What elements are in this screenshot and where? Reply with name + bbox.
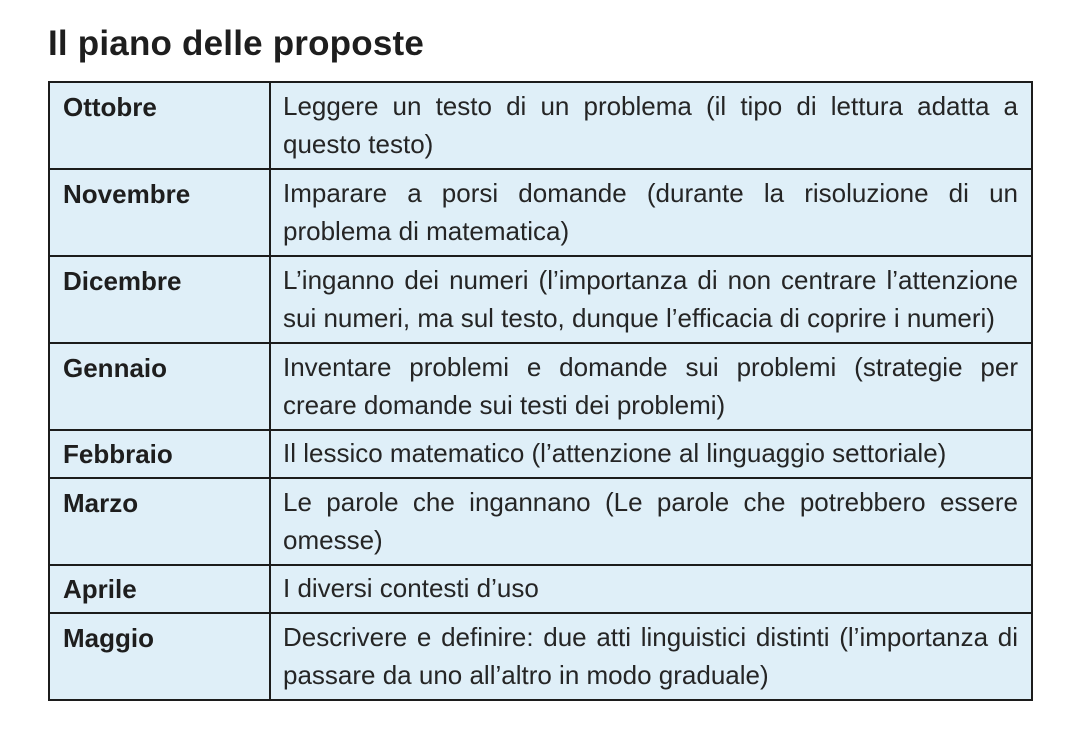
table-row [49,82,1032,169]
table-row [49,256,1032,343]
activity-cell: Le parole che ingannano (Le parole che potrebbero essere omesse) [270,478,1032,565]
page-title: Il piano delle proposte [48,24,425,63]
month-cell: Aprile [49,565,270,613]
table-row [49,343,1032,430]
table-row [49,613,1032,700]
table-row [49,478,1032,565]
activity-cell: Descrivere e definire: due atti linguistici distinti (l’importanza di passare da uno all’altro in modo graduale) [270,613,1032,700]
table-row [49,565,1032,613]
activity-cell: L’inganno dei numeri (l’importanza di non centrare l’attenzione sui numeri, ma sul testo, dunque l’efficacia di coprire i numeri) [270,256,1032,343]
activity-cell: I diversi contesti d’uso [270,565,1032,613]
month-cell: Marzo [49,478,270,565]
month-cell: Novembre [49,169,270,256]
month-cell: Gennaio [49,343,270,430]
proposals-plan-table [48,81,1033,701]
activity-cell: Imparare a porsi domande (durante la risoluzione di un problema di matematica) [270,169,1032,256]
month-cell: Febbraio [49,430,270,478]
activity-cell: Inventare problemi e domande sui problemi (strategie per creare domande sui testi dei problemi) [270,343,1032,430]
table-row [49,430,1032,478]
table-row [49,169,1032,256]
month-cell: Dicembre [49,256,270,343]
month-cell: Maggio [49,613,270,700]
month-cell: Ottobre [49,82,270,169]
activity-cell: Leggere un testo di un problema (il tipo di lettura adatta a questo testo) [270,82,1032,169]
activity-cell: Il lessico matematico (l’attenzione al linguaggio settoriale) [270,430,1032,478]
